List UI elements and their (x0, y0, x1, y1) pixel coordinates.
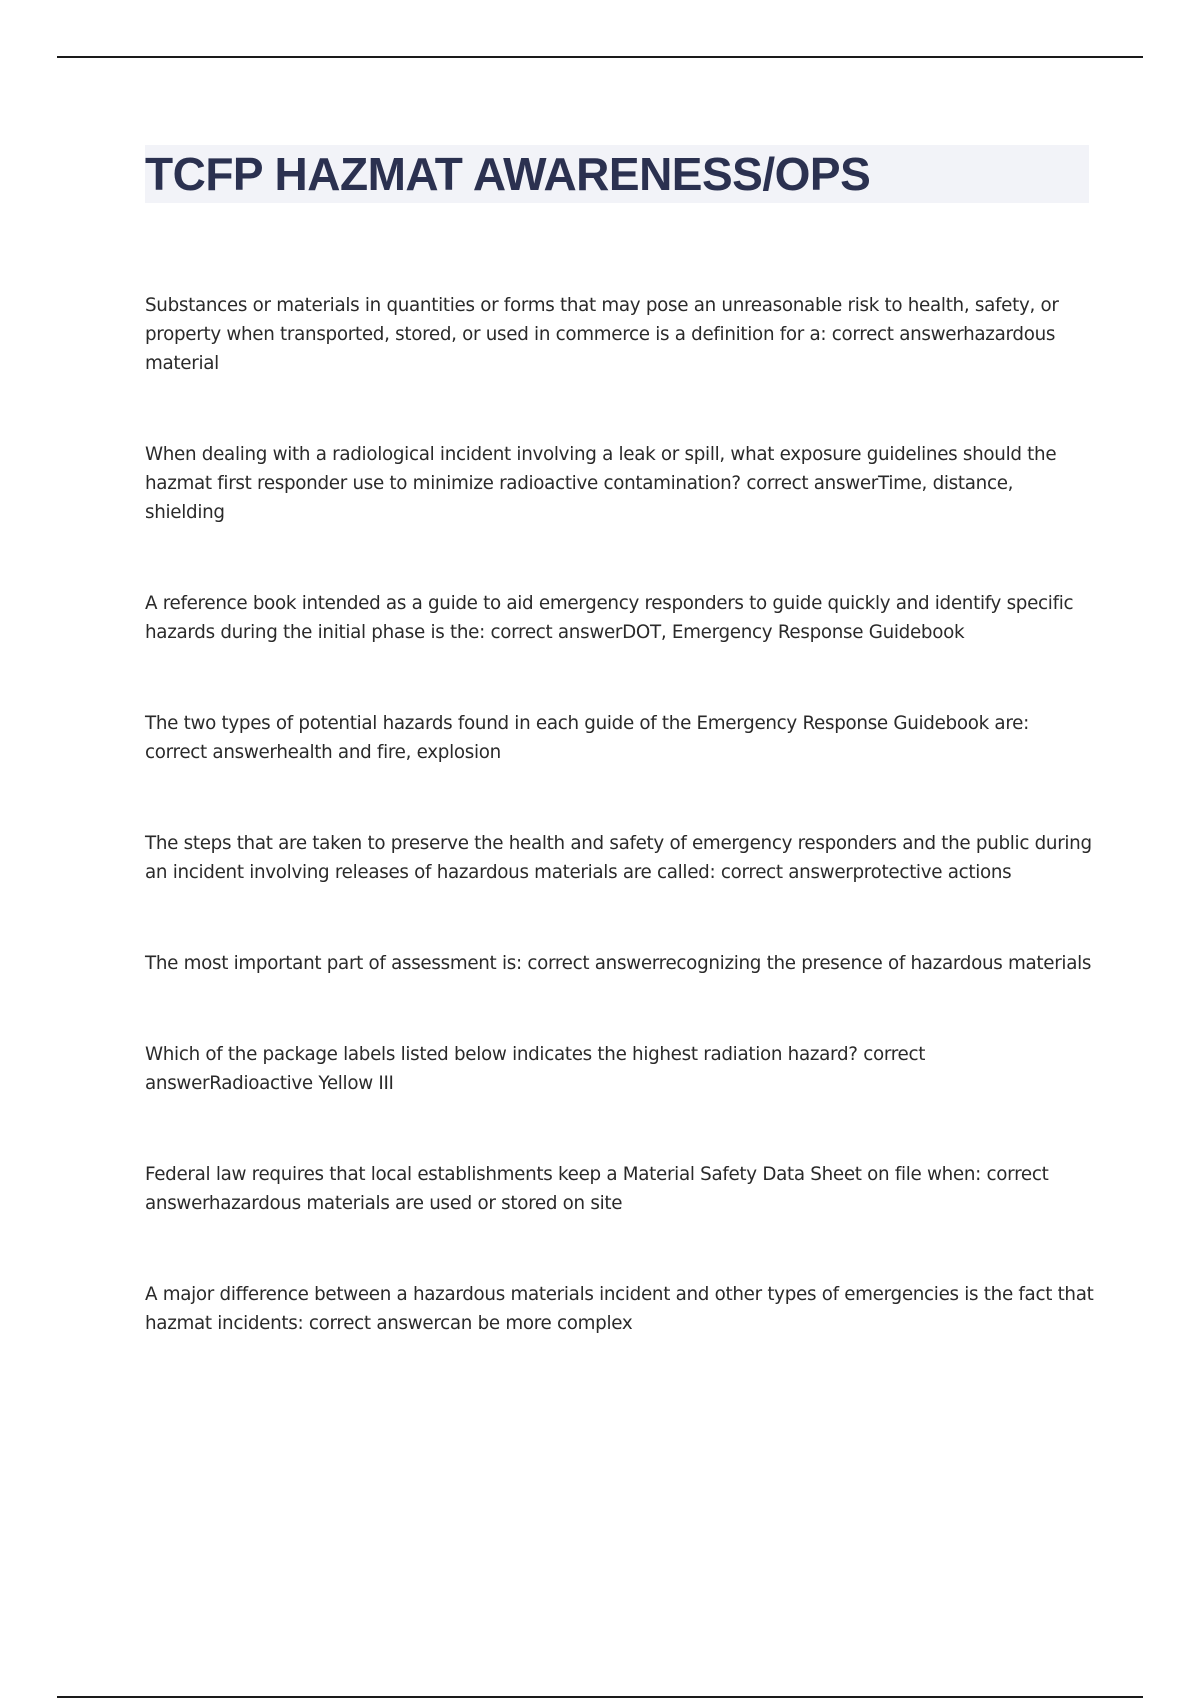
answer-marker: correct answer (490, 622, 623, 643)
bottom-rule (57, 1696, 1143, 1698)
answer-text: recognizing the presence of hazardous materials (658, 953, 1092, 974)
answer-marker: correct answer (831, 324, 964, 345)
answer-marker: correct answer (308, 1313, 441, 1334)
title-band (145, 145, 1089, 203)
answer-text: health and fire, explosion (276, 742, 501, 763)
qa-item (145, 829, 1095, 887)
answer-text: hazardous materials are used or stored on site (208, 1193, 623, 1214)
qa-item (145, 949, 1095, 978)
qa-item (145, 1280, 1095, 1338)
question-text: The two types of potential hazards found in each guide of the Emergency Response Guidebook are: (145, 713, 1029, 734)
answer-marker: correct answer (527, 953, 659, 974)
qa-item (145, 1160, 1095, 1218)
question-text: The most important part of assessment is: (145, 953, 522, 974)
qa-item (145, 291, 1095, 378)
answer-marker: correct answer (720, 862, 853, 883)
qa-item (145, 440, 1095, 527)
question-text: The steps that are taken to preserve the health and safety of emergency responders and the public during an incident involving releases of hazardous materials are called: (145, 833, 1092, 883)
qa-list (145, 291, 1095, 1338)
question-text: When dealing with a radiological incident involving a leak or spill, what exposure guidelines should the hazmat first responder use to minimize radioactive contamination? (145, 444, 1057, 494)
question-text: A reference book intended as a guide to aid emergency responders to guide quickly and identify specific hazards during the initial phase is the: (145, 593, 1074, 643)
answer-text: protective actions (852, 862, 1012, 883)
document-title: TCFP HAZMAT AWARENESS/OPS (145, 148, 871, 200)
answer-marker: correct answer (145, 742, 277, 763)
answer-text: hazardous material (145, 324, 1056, 374)
answer-marker: correct answer (145, 1164, 1049, 1214)
answer-text: Radioactive Yellow III (209, 1073, 394, 1094)
top-rule (57, 56, 1143, 58)
answer-text: DOT, Emergency Response Guidebook (622, 622, 965, 643)
question-text: A major difference between a hazardous materials incident and other types of emergencies is the fact that hazmat incidents: (145, 1284, 1094, 1334)
answer-marker: correct answer (145, 1044, 926, 1094)
qa-item (145, 709, 1095, 767)
answer-text: can be more complex (440, 1313, 633, 1334)
question-text: Substances or materials in quantities or forms that may pose an unreasonable risk to health, safety, or property when transported, stored, or used in commerce is a definition for a: (145, 295, 1059, 345)
answer-marker: correct answer (746, 473, 879, 494)
qa-item (145, 1040, 1095, 1098)
question-text: Federal law requires that local establishments keep a Material Safety Data Sheet on file when: (145, 1164, 982, 1185)
question-text: Which of the package labels listed below indicates the highest radiation hazard? (145, 1044, 858, 1065)
answer-text: Time, distance, shielding (145, 473, 1014, 523)
qa-item (145, 589, 1095, 647)
